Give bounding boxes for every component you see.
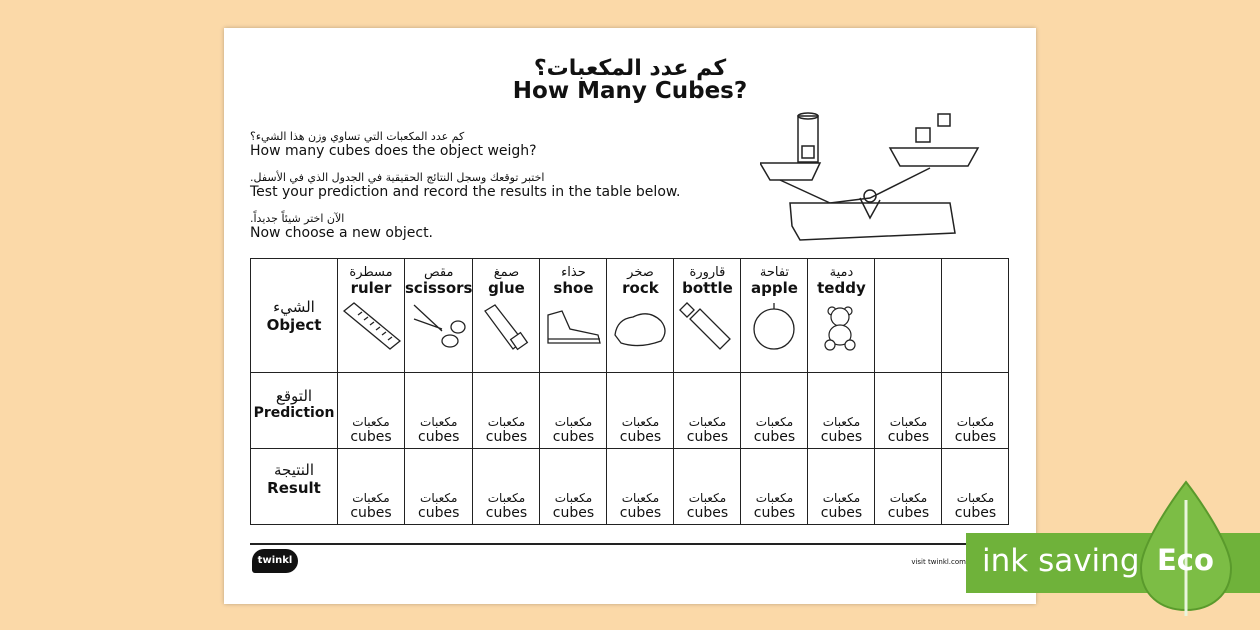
instruction-2-english: Test your prediction and record the results in the table below. — [250, 184, 681, 200]
unit-english: cubes — [350, 429, 392, 445]
object-arabic: مقص — [423, 265, 454, 280]
unit-english: cubes — [686, 429, 729, 445]
teddy-icon — [810, 301, 872, 353]
unit-english: cubes — [954, 505, 997, 521]
twinkl-logo: twinkl — [252, 549, 298, 573]
unit-arabic: مكعبات — [956, 415, 995, 429]
result-cell[interactable] — [540, 449, 607, 525]
unit-arabic: مكعبات — [889, 415, 928, 429]
row-header-prediction-arabic: التوقع — [275, 387, 313, 405]
unit-english: cubes — [820, 429, 863, 445]
object-cell-empty-1[interactable] — [875, 259, 942, 373]
unit-arabic: مكعبات — [420, 415, 458, 429]
object-english: scissors — [405, 279, 473, 297]
unit-english: cubes — [418, 505, 460, 521]
result-cell[interactable] — [405, 449, 473, 525]
unit-arabic: مكعبات — [822, 415, 861, 429]
shoe-icon — [542, 301, 604, 353]
unit-arabic: مكعبات — [487, 491, 526, 505]
row-header-result — [251, 449, 338, 525]
result-row — [251, 449, 1009, 525]
result-cell[interactable] — [607, 449, 674, 525]
row-header-result-english: Result — [267, 479, 321, 497]
unit-arabic: مكعبات — [822, 491, 861, 505]
instruction-1-arabic: كم عدد المكعبات التي تساوي وزن هذا الشيء؟ — [250, 130, 465, 143]
unit-english: cubes — [552, 429, 595, 445]
object-english: ruler — [350, 279, 392, 297]
title-english: How Many Cubes? — [512, 78, 748, 104]
unit-arabic: مكعبات — [889, 491, 928, 505]
glue-icon — [475, 301, 537, 353]
unit-arabic: مكعبات — [554, 415, 593, 429]
visit-link[interactable]: visit twinkl.com — [911, 558, 966, 566]
row-header-object-arabic: الشيء — [273, 297, 315, 316]
object-cell-shoe — [540, 259, 607, 373]
result-cell[interactable] — [942, 449, 1009, 525]
ruler-icon — [340, 301, 402, 353]
prediction-cell[interactable] — [674, 373, 741, 449]
object-english: shoe — [553, 279, 594, 297]
unit-arabic: مكعبات — [420, 491, 458, 505]
object-cell-bottle — [674, 259, 741, 373]
object-cell-apple — [741, 259, 808, 373]
bottle-icon — [676, 301, 738, 353]
prediction-cell[interactable] — [808, 373, 875, 449]
object-english: apple — [750, 279, 798, 297]
object-arabic: قارورة — [689, 265, 726, 280]
instruction-3-arabic: الآن اختر شيئاً جديداً. — [250, 212, 345, 225]
unit-english: cubes — [887, 505, 930, 521]
result-cell[interactable] — [808, 449, 875, 525]
unit-arabic: مكعبات — [755, 491, 794, 505]
unit-arabic: مكعبات — [352, 415, 390, 429]
result-cell[interactable] — [674, 449, 741, 525]
prediction-cell[interactable] — [473, 373, 540, 449]
instruction-1 — [250, 130, 537, 159]
prediction-cell[interactable] — [741, 373, 808, 449]
object-arabic: حذاء — [561, 265, 586, 280]
unit-english: cubes — [619, 429, 662, 445]
object-arabic: دمية — [829, 265, 854, 280]
unit-english: cubes — [954, 429, 997, 445]
object-arabic: صمغ — [493, 265, 520, 280]
object-row — [251, 259, 1009, 373]
unit-english: cubes — [485, 505, 528, 521]
object-arabic: تفاحة — [759, 265, 790, 280]
prediction-cell[interactable] — [338, 373, 405, 449]
object-cell-scissors — [405, 259, 473, 373]
worksheet — [224, 28, 1036, 604]
result-cell[interactable] — [338, 449, 405, 525]
instruction-3-english: Now choose a new object. — [250, 225, 434, 241]
object-arabic: صخر — [627, 265, 654, 280]
row-header-object-english: Object — [266, 315, 322, 334]
unit-arabic: مكعبات — [554, 491, 593, 505]
object-cell-ruler — [338, 259, 405, 373]
footer-divider — [250, 543, 1010, 545]
prediction-row — [251, 373, 1009, 449]
unit-english: cubes — [350, 505, 392, 521]
eco-label: Eco — [1157, 543, 1214, 577]
object-cell-glue — [473, 259, 540, 373]
object-cell-teddy — [808, 259, 875, 373]
object-arabic: مسطرة — [349, 265, 393, 280]
row-header-prediction-english: Prediction — [253, 405, 335, 421]
unit-english: cubes — [686, 505, 729, 521]
unit-arabic: مكعبات — [755, 415, 794, 429]
unit-arabic: مكعبات — [688, 415, 727, 429]
instruction-2-arabic: اختبر توقعك وسجل النتائج الحقيقية في الجدول الذي في الأسفل. — [250, 171, 545, 184]
balance-scale-illustration — [760, 108, 980, 243]
unit-english: cubes — [619, 505, 662, 521]
unit-arabic: مكعبات — [352, 491, 390, 505]
unit-english: cubes — [753, 505, 796, 521]
row-header-prediction — [251, 373, 338, 449]
row-header-object — [251, 259, 338, 373]
result-cell[interactable] — [741, 449, 808, 525]
prediction-cell[interactable] — [540, 373, 607, 449]
unit-arabic: مكعبات — [956, 491, 995, 505]
row-header-result-arabic: النتيجة — [273, 461, 315, 479]
object-english: bottle — [682, 279, 733, 297]
rock-icon — [609, 301, 671, 353]
unit-english: cubes — [552, 505, 595, 521]
prediction-cell[interactable] — [875, 373, 942, 449]
instruction-2 — [250, 171, 681, 200]
unit-english: cubes — [887, 429, 930, 445]
object-english: teddy — [817, 279, 866, 297]
unit-english: cubes — [418, 429, 460, 445]
title-arabic: كم عدد المكعبات؟ — [533, 56, 727, 81]
unit-english: cubes — [753, 429, 796, 445]
apple-icon — [743, 301, 805, 353]
unit-arabic: مكعبات — [688, 491, 727, 505]
object-cell-rock — [607, 259, 674, 373]
instruction-3 — [250, 212, 433, 241]
prediction-cell[interactable] — [405, 373, 473, 449]
result-cell[interactable] — [875, 449, 942, 525]
prediction-cell[interactable] — [607, 373, 674, 449]
prediction-cell[interactable] — [942, 373, 1009, 449]
scissors-icon — [408, 301, 470, 353]
ink-saving-label: ink saving — [982, 543, 1140, 579]
object-english: glue — [488, 279, 525, 297]
result-cell[interactable] — [473, 449, 540, 525]
unit-arabic: مكعبات — [487, 415, 526, 429]
instruction-1-english: How many cubes does the object weigh? — [250, 143, 537, 159]
object-english: rock — [622, 279, 659, 297]
cubes-table — [250, 258, 1009, 525]
unit-arabic: مكعبات — [621, 415, 660, 429]
unit-english: cubes — [485, 429, 528, 445]
object-cell-empty-2[interactable] — [942, 259, 1009, 373]
unit-english: cubes — [820, 505, 863, 521]
unit-arabic: مكعبات — [621, 491, 660, 505]
